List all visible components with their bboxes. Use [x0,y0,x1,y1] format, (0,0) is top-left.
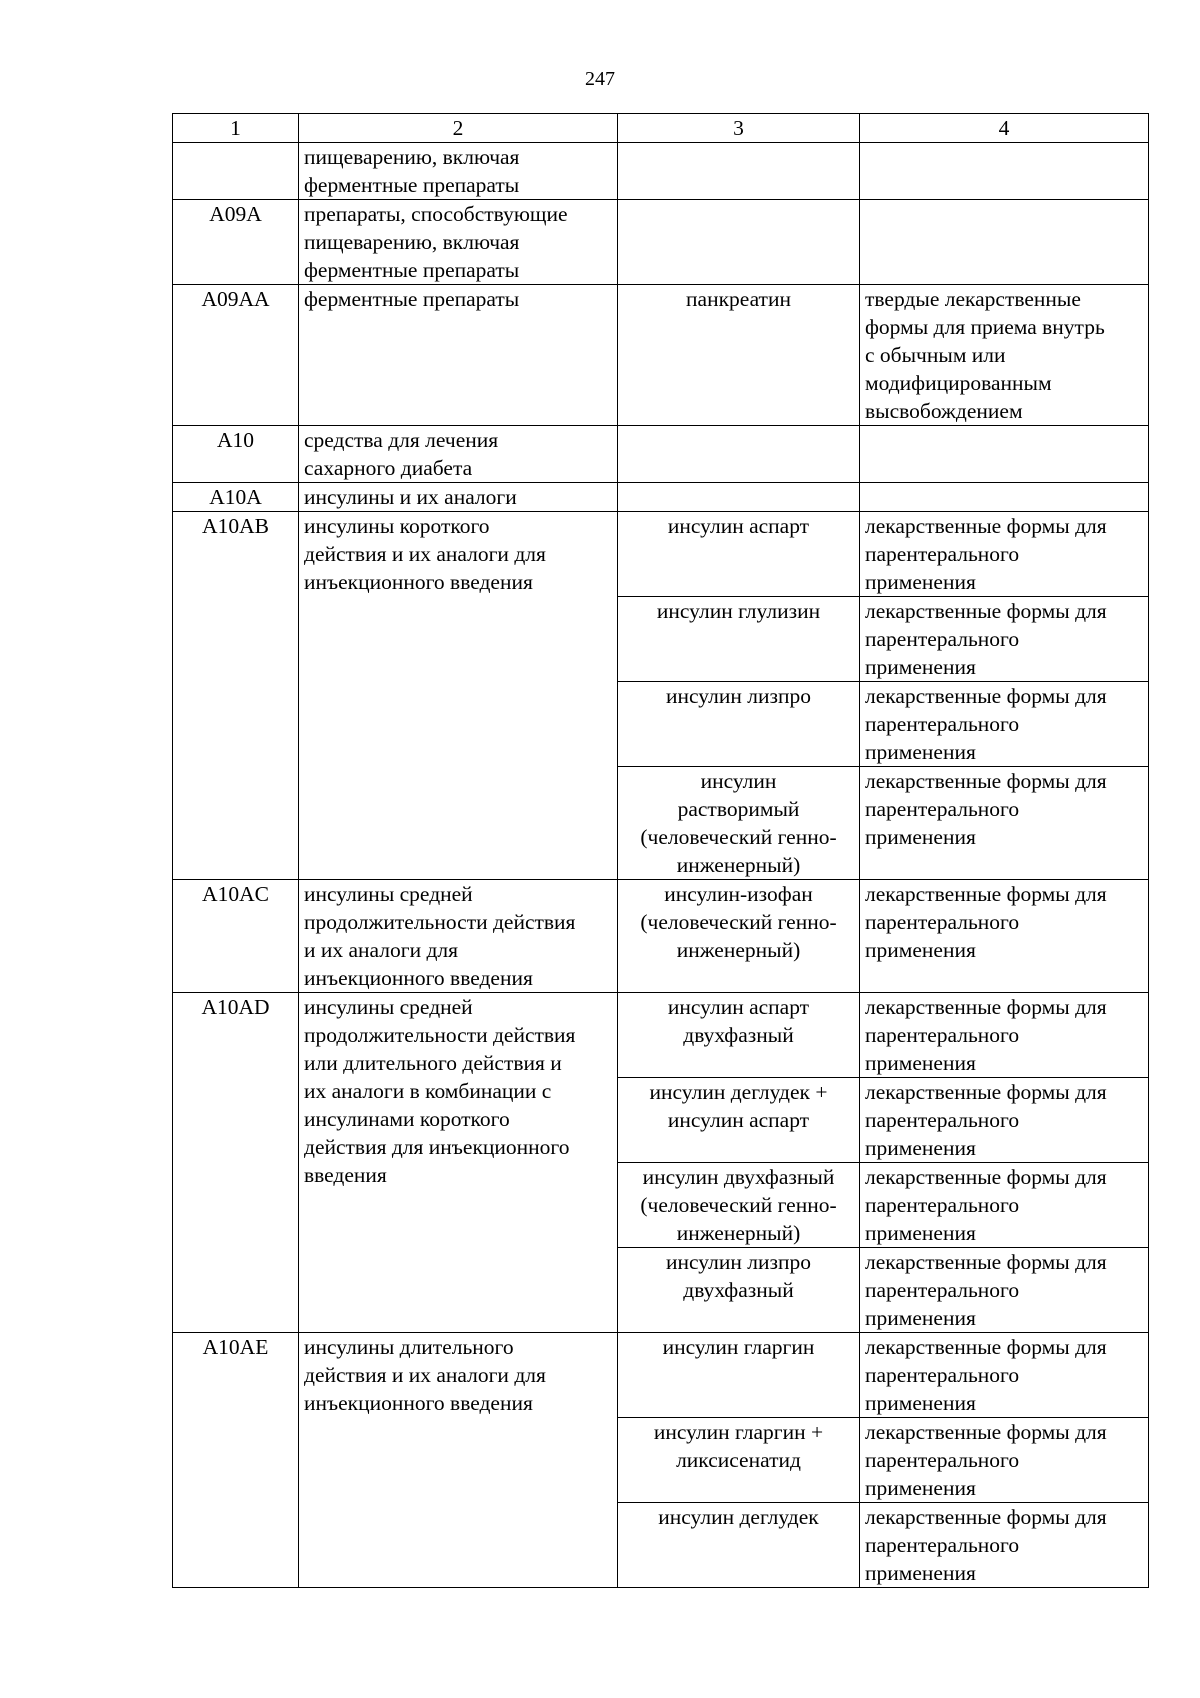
text-line: применения [865,1391,976,1415]
text-line: двухфазный [683,1278,794,1302]
table-row [173,1333,1149,1418]
text-line: модифицированным [865,371,1052,395]
text-line: парентерального [865,1193,1020,1217]
text-line: лекарственные формы для [865,684,1107,708]
atc-code-cell [173,285,299,426]
text-line: инженерный) [676,1221,801,1245]
drug-name-cell [618,597,860,682]
text-line: их аналоги в комбинации с [304,1079,552,1103]
text-line: инженерный) [676,853,801,877]
group-name-cell [299,512,618,880]
text-line: пищеварению, включая [304,145,520,169]
dosage-form-cell [860,1333,1149,1418]
table-row [173,143,1149,200]
dosage-form-cell [860,1248,1149,1333]
text-line: ферментные препараты [304,287,520,311]
text-line: парентерального [865,1023,1020,1047]
page-number: 247 [585,68,615,90]
text-line: инсулины и их аналоги [304,485,517,509]
drug-name-cell [618,1503,860,1588]
text-line: инсулины средней [304,882,473,906]
group-name-cell [299,285,618,426]
text-line: парентерального [865,797,1020,821]
text-line: применения [865,655,976,679]
text-line: продолжительности действия [304,910,576,934]
text-line: инсулин-изофан [664,882,813,906]
text-line: лекарственные формы для [865,1080,1107,1104]
text-line: парентерального [865,1533,1020,1557]
group-name-cell [299,200,618,285]
text-line: лекарственные формы для [865,1335,1107,1359]
text-line: A10AB [202,514,269,538]
drug-name-cell [618,426,860,483]
text-line: ферментные препараты [304,173,520,197]
group-name-cell [299,1333,618,1588]
dosage-form-cell [860,767,1149,880]
table-row [173,880,1149,993]
drug-name-cell [618,483,860,512]
dosage-form-cell [860,1418,1149,1503]
group-name-cell [299,993,618,1333]
text-line: инсулин деглудек [658,1505,819,1529]
text-line: растворимый [677,797,800,821]
table-row [173,426,1149,483]
text-line: A10 [216,428,255,452]
text-line: парентерального [865,1278,1020,1302]
text-line: лекарственные формы для [865,769,1107,793]
text-line: применения [865,938,976,962]
text-line: твердые лекарственные [865,287,1081,311]
text-line: лекарственные формы для [865,1250,1107,1274]
text-line: парентерального [865,542,1020,566]
text-line: парентерального [865,1108,1020,1132]
dosage-form-cell [860,1503,1149,1588]
atc-code-cell [173,880,299,993]
text-line: парентерального [865,910,1020,934]
column-header: 2 [299,114,618,143]
text-line: инъекционного введения [304,570,533,594]
text-line: инсулин лизпро [666,684,811,708]
group-name-cell [299,426,618,483]
drug-name-cell [618,1078,860,1163]
text-line: и их аналоги для [304,938,459,962]
text-line: средства для лечения [304,428,499,452]
drug-name-cell [618,143,860,200]
dosage-form-cell [860,1078,1149,1163]
dosage-form-cell [860,200,1149,285]
atc-code-cell [173,426,299,483]
text-line: применения [865,825,976,849]
column-header: 1 [173,114,299,143]
text-line: сахарного диабета [304,456,473,480]
text-line: формы для приема внутрь [865,315,1105,339]
table-row [173,512,1149,597]
text-line: действия и их аналоги для [304,542,546,566]
dosage-form-cell [860,426,1149,483]
drug-name-cell [618,285,860,426]
drug-name-cell [618,1418,860,1503]
text-line: двухфазный [683,1023,794,1047]
text-line: парентерального [865,712,1020,736]
text-line: действия для инъекционного [304,1135,570,1159]
text-line: лекарственные формы для [865,514,1107,538]
text-line: парентерального [865,627,1020,651]
text-line: применения [865,1306,976,1330]
text-line: A09AA [201,287,270,311]
text-line: лекарственные формы для [865,1505,1107,1529]
dosage-form-cell [860,1163,1149,1248]
dosage-form-cell [860,993,1149,1078]
text-line: лекарственные формы для [865,995,1107,1019]
text-line: (человеческий генно- [640,825,837,849]
column-header: 3 [618,114,860,143]
text-line: применения [865,740,976,764]
text-line: продолжительности действия [304,1023,576,1047]
text-line: ферментные препараты [304,258,520,282]
dosage-form-cell [860,483,1149,512]
drug-name-cell [618,767,860,880]
table-row [173,285,1149,426]
column-header: 4 [860,114,1149,143]
text-line: A10AD [201,995,270,1019]
atc-code-cell [173,200,299,285]
text-line: парентерального [865,1363,1020,1387]
group-name-cell [299,880,618,993]
drug-name-cell [618,1333,860,1418]
text-line: пищеварению, включая [304,230,520,254]
text-line: инсулин гларгин + [653,1420,824,1444]
text-line: инженерный) [676,938,801,962]
text-line: инсулины средней [304,995,473,1019]
dosage-form-cell [860,682,1149,767]
table-header-row [173,114,1149,143]
text-line: лекарственные формы для [865,599,1107,623]
text-line: действия и их аналоги для [304,1363,546,1387]
text-line: введения [304,1163,387,1187]
text-line: или длительного действия и [304,1051,562,1075]
drug-name-cell [618,1248,860,1333]
text-line: применения [865,570,976,594]
text-line: инъекционного введения [304,1391,533,1415]
text-line: применения [865,1476,976,1500]
text-line: A10A [209,485,262,509]
text-line: препараты, способствующие [304,202,568,226]
text-line: инсулин двухфазный [642,1165,835,1189]
text-line: инсулин глулизин [656,599,821,623]
dosage-form-cell [860,512,1149,597]
text-line: A10AC [202,882,269,906]
atc-code-cell [173,483,299,512]
text-line: инсулин лизпро [666,1250,811,1274]
text-line: инсулин аспарт [667,995,810,1019]
drug-name-cell [618,200,860,285]
drug-name-cell [618,993,860,1078]
text-line: применения [865,1561,976,1585]
group-name-cell [299,483,618,512]
text-line: лекарственные формы для [865,882,1107,906]
drug-name-cell [618,512,860,597]
text-line: применения [865,1136,976,1160]
text-line: с обычным или [865,343,1006,367]
drug-name-cell [618,1163,860,1248]
table-row [173,200,1149,285]
dosage-form-cell [860,143,1149,200]
dosage-form-cell [860,597,1149,682]
text-line: инсулин гларгин [662,1335,815,1359]
text-line: A09A [209,202,262,226]
dosage-form-cell [860,880,1149,993]
atc-code-cell [173,143,299,200]
text-line: (человеческий генно- [640,1193,837,1217]
text-line: панкреатин [686,287,791,311]
group-name-cell [299,143,618,200]
text-line: высвобождением [865,399,1023,423]
dosage-form-cell [860,285,1149,426]
atc-code-cell [173,1333,299,1588]
drug-name-cell [618,880,860,993]
text-line: инъекционного введения [304,966,533,990]
text-line: инсулин [700,769,777,793]
atc-code-cell [173,512,299,880]
drug-table [172,113,1149,1588]
atc-code-cell [173,993,299,1333]
text-line: инсулин аспарт [667,514,810,538]
text-line: инсулины длительного [304,1335,514,1359]
table-row [173,993,1149,1078]
text-line: (человеческий генно- [640,910,837,934]
text-line: применения [865,1051,976,1075]
text-line: инсулинами короткого [304,1107,510,1131]
text-line: применения [865,1221,976,1245]
text-line: парентерального [865,1448,1020,1472]
text-line: лекарственные формы для [865,1165,1107,1189]
table-row [173,483,1149,512]
text-line: A10AE [202,1335,269,1359]
text-line: инсулин деглудек + [649,1080,828,1104]
text-line: ликсисенатид [676,1448,801,1472]
text-line: лекарственные формы для [865,1420,1107,1444]
text-line: инсулин аспарт [667,1108,810,1132]
drug-name-cell [618,682,860,767]
text-line: инсулины короткого [304,514,490,538]
